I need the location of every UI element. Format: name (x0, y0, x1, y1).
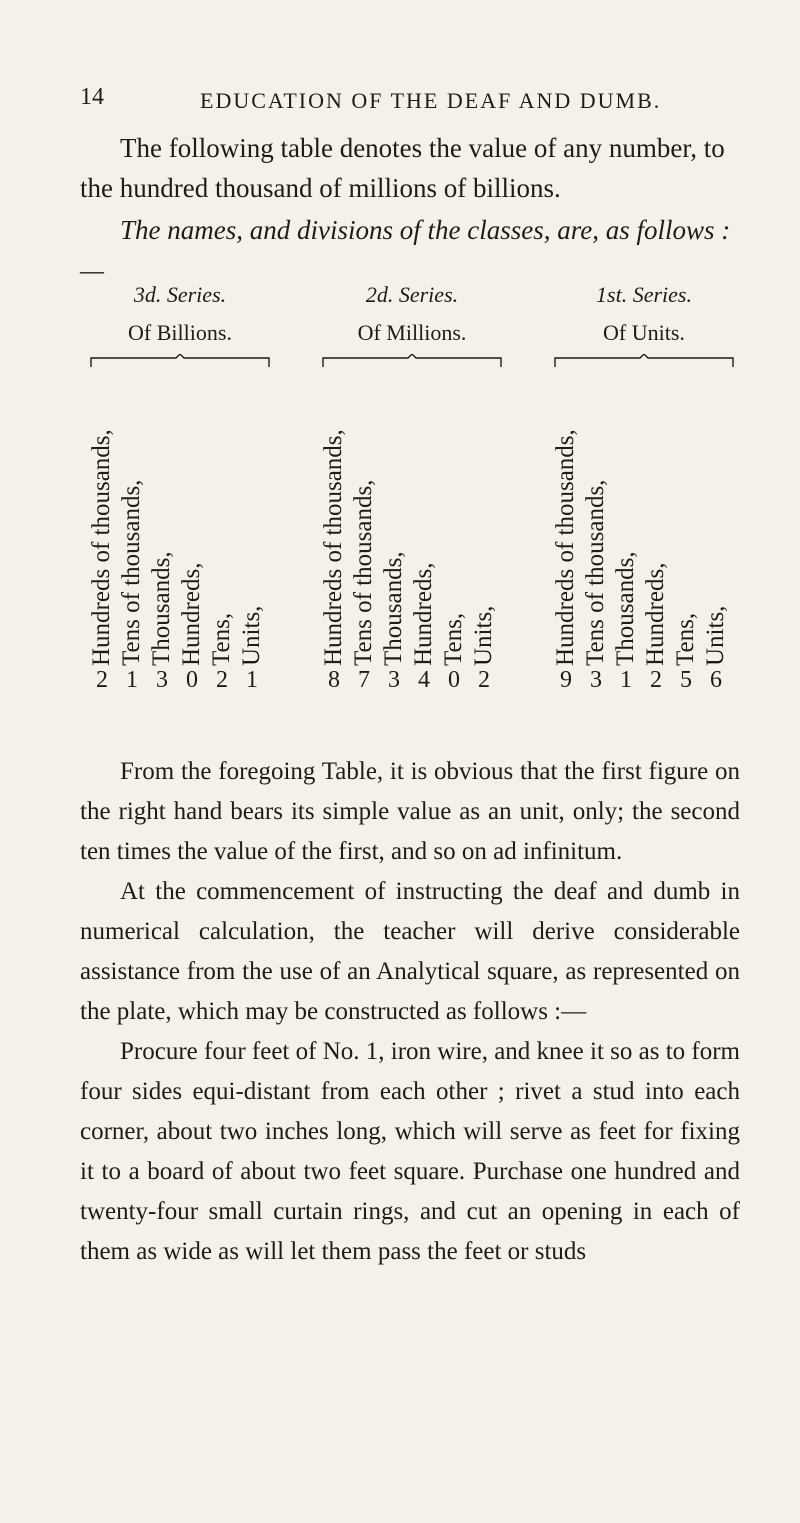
series-billions (80, 282, 280, 722)
digit: 2 (478, 667, 490, 693)
column-label: Hundreds of thousands, (320, 429, 347, 666)
body-paragraph: Procure four feet of No. 1, iron wire, and knee it so as to form four sides equi-distant from each other ; rivet a stud into each corner, about two inches long, which will serve as feet for fixing it to a board of about two feet square. Purchase one hundred and twenty-four small curtain rings, and cut an opening in each of them as wide as will let them pass the feet or studs (80, 1038, 740, 1265)
column-label: Thousands, (612, 551, 639, 666)
column-label: Hundreds of thousands, (552, 429, 579, 666)
body-text (80, 752, 740, 1272)
column-tens (440, 376, 468, 666)
column-label: Tens of thousands, (582, 479, 609, 666)
digit: 4 (418, 667, 430, 693)
series-title: 2d. Series. (365, 282, 459, 307)
column-tens (208, 376, 236, 666)
digit: 3 (590, 667, 602, 693)
column-label: Units, (238, 605, 265, 666)
digit: 0 (186, 667, 198, 693)
column-hundreds (178, 376, 206, 666)
digit: 6 (710, 667, 722, 693)
column-hundreds (410, 376, 438, 666)
column-label: Tens, (440, 612, 467, 666)
digit: 9 (560, 667, 572, 693)
column-label: Tens of thousands, (350, 479, 377, 666)
column-tens-of-thousands (582, 376, 610, 666)
column-label: Hundreds of thousands, (88, 429, 115, 666)
series-class-name: Of Units. (603, 320, 685, 345)
column-label: Thousands, (380, 551, 407, 666)
digit: 1 (126, 667, 138, 693)
column-label: Hundreds, (642, 562, 669, 666)
column-hundreds-of-thousands (552, 376, 580, 666)
digit: 2 (96, 667, 108, 693)
digit: 2 (216, 667, 228, 693)
running-title: EDUCATION OF THE DEAF AND DUMB. (200, 88, 662, 113)
body-paragraph: At the commencement of instructing the deaf and dumb in numerical calculation, the teacher will derive considerable assistance from the use of an Analytical square, as represented on the plate, which may be constructed as follows :— (80, 878, 740, 1025)
digit: 7 (358, 667, 370, 693)
page-header (80, 84, 720, 120)
digit: 8 (328, 667, 340, 693)
brace-mark (322, 354, 502, 368)
digit: 0 (448, 667, 460, 693)
digit: 3 (156, 667, 168, 693)
series-class-name: Of Billions. (128, 320, 232, 345)
brace-mark (554, 354, 734, 368)
digit: 1 (620, 667, 632, 693)
series-class-name: Of Millions. (357, 320, 467, 345)
series-units (544, 282, 744, 722)
page-number: 14 (80, 84, 104, 110)
digit: 5 (680, 667, 692, 693)
numeration-table (80, 282, 760, 722)
series-title: 3d. Series. (133, 282, 227, 307)
column-hundreds-of-thousands (88, 376, 116, 666)
column-units (702, 376, 730, 666)
intro-paragraph: The following table denotes the value of any number, to the hundred thousand of millions of billions. (80, 133, 725, 203)
column-label: Tens, (208, 612, 235, 666)
table-caption: The names, and divisions of the classes, are, as follows :— (80, 215, 731, 285)
column-label: Tens, (672, 612, 699, 666)
digit: 1 (246, 667, 258, 693)
column-label: Hundreds, (178, 562, 205, 666)
column-label: Tens of thousands, (118, 479, 145, 666)
column-thousands (148, 376, 176, 666)
column-tens (672, 376, 700, 666)
column-hundreds-of-thousands (320, 376, 348, 666)
digit: 2 (650, 667, 662, 693)
column-tens-of-thousands (350, 376, 378, 666)
column-tens-of-thousands (118, 376, 146, 666)
column-hundreds (642, 376, 670, 666)
column-label: Hundreds, (410, 562, 437, 666)
body-paragraph: From the foregoing Table, it is obvious that the first figure on the right hand bears its simple value as an unit, only; the second ten times the value of the first, and so on ad infinitum. (80, 758, 740, 865)
column-thousands (380, 376, 408, 666)
series-millions (312, 282, 512, 722)
column-thousands (612, 376, 640, 666)
column-label: Units, (470, 605, 497, 666)
column-units (470, 376, 498, 666)
column-label: Thousands, (148, 551, 175, 666)
brace-mark (90, 354, 270, 368)
series-title: 1st. Series. (596, 282, 692, 307)
column-units (238, 376, 266, 666)
digit: 3 (388, 667, 400, 693)
column-label: Units, (702, 605, 729, 666)
